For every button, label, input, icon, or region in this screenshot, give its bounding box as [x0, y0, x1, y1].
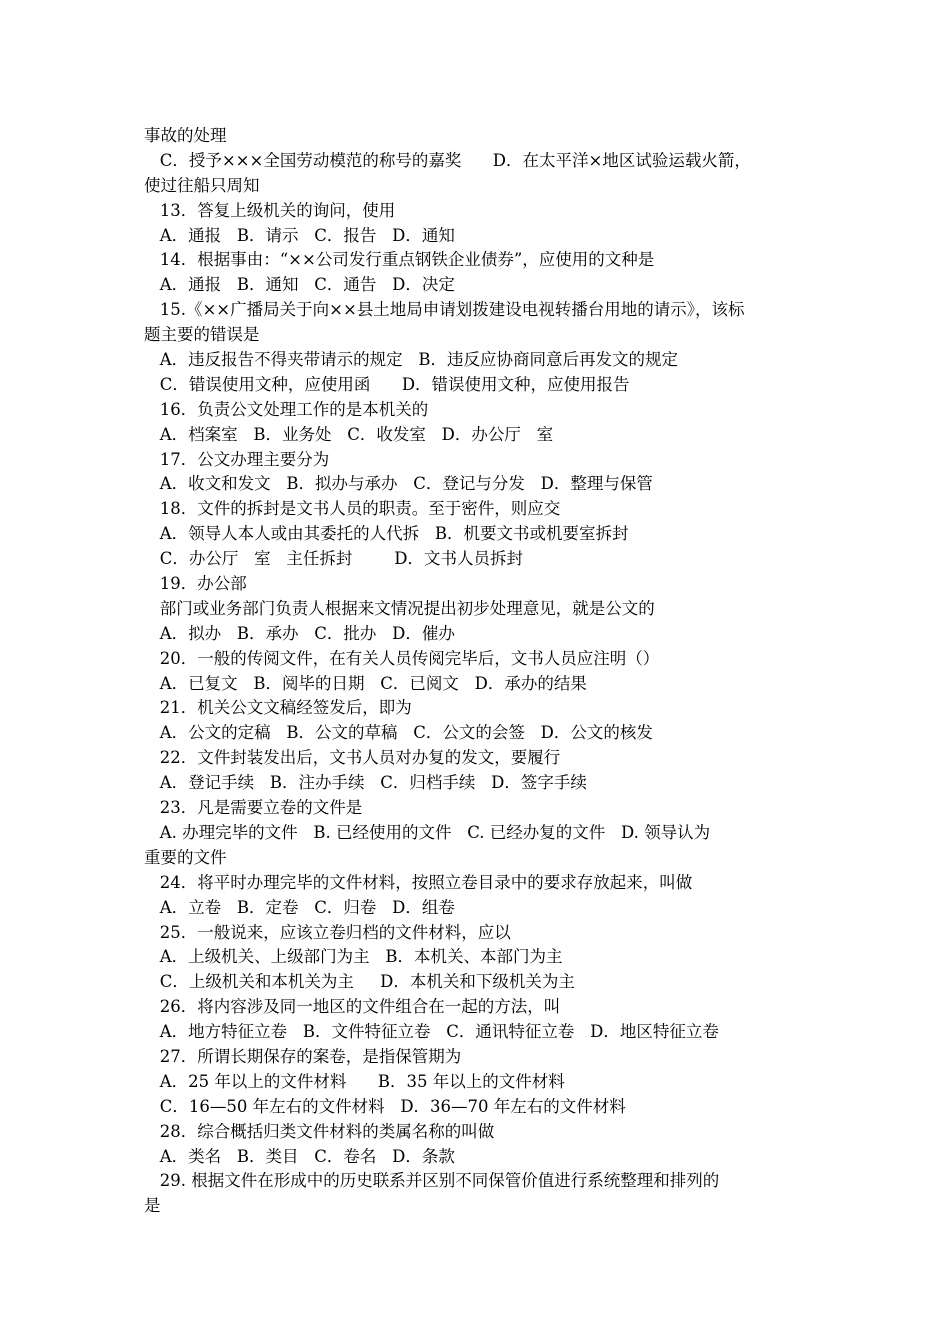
text-line: C．上级机关和本机关为主 D．本机关和下级机关为主: [144, 972, 575, 992]
text-line: A．档案室 B．业务处 C．收发室 D．办公厅 室: [144, 424, 554, 444]
text-line: A．公文的定稿 B．公文的草稿 C．公文的会签 D．公文的核发: [144, 723, 653, 743]
document-body: [144, 124, 824, 1219]
text-line: C．授予×××全国劳动模范的称号的嘉奖 D．在太平洋×地区试验运载火箭，: [144, 150, 751, 170]
text-line: A．已复文 B．阅毕的日期 C．已阅文 D．承办的结果: [144, 673, 587, 693]
text-line: 28．综合概括归类文件材料的类属名称的叫做: [144, 1121, 495, 1141]
text-line: C．错误使用文种，应使用函 D．错误使用文种，应使用报告: [144, 374, 630, 394]
text-line: A．收文和发文 B．拟办与承办 C．登记与分发 D．整理与保管: [144, 474, 653, 494]
text-line: 26．将内容涉及同一地区的文件组合在一起的方法，叫: [144, 997, 561, 1017]
text-line: C．办公厅 室 主任拆封 D．文书人员拆封: [144, 549, 524, 569]
text-line: 25．一般说来，应该立卷归档的文件材料，应以: [144, 922, 511, 942]
text-line: 18．文件的拆封是文书人员的职责。至于密件，则应交: [144, 499, 561, 519]
text-line: A．拟办 B．承办 C．批办 D．催办: [144, 623, 455, 643]
text-line: 24．将平时办理完毕的文件材料，按照立卷目录中的要求存放起来，叫做: [144, 872, 693, 892]
text-line: 21．机关公文文稿经签发后，即为: [144, 698, 412, 718]
text-line: A．上级机关、上级部门为主 B．本机关、本部门为主: [144, 947, 563, 967]
text-line: A．登记手续 B．注办手续 C．归档手续 D．签字手续: [144, 773, 587, 793]
text-line: A. 办理完毕的文件 B. 已经使用的文件 C. 已经办复的文件 D. 领导认为: [144, 822, 711, 842]
text-line: 16．负责公文处理工作的是本机关的: [144, 399, 429, 419]
text-line: A．立卷 B．定卷 C．归卷 D．组卷: [144, 897, 455, 917]
text-line: 23．凡是需要立卷的文件是: [144, 798, 363, 818]
text-line: 是: [144, 1196, 161, 1216]
text-line: C．16—50 年左右的文件材料 D．36—70 年左右的文件材料: [144, 1096, 626, 1116]
text-line: 使过往船只周知: [144, 175, 260, 195]
text-line: A．通报 B．通知 C．通告 D．决定: [144, 275, 455, 295]
text-line: 部门或业务部门负责人根据来文情况提出初步处理意见，就是公文的: [144, 598, 655, 618]
text-line: 14．根据事由：“××公司发行重点钢铁企业债券”，应使用的文种是: [144, 250, 655, 270]
text-line: A．类名 B．类目 C．卷名 D．条款: [144, 1146, 455, 1166]
text-line: 13．答复上级机关的询问，使用: [144, 200, 396, 220]
text-line: 22．文件封装发出后，文书人员对办复的发文，要履行: [144, 748, 561, 768]
text-line: A．25 年以上的文件材料 B．35 年以上的文件材料: [144, 1071, 565, 1091]
text-line: 20．一般的传阅文件，在有关人员传阅完毕后，文书人员应注明（）: [144, 648, 660, 668]
text-line: A．通报 B．请示 C．报告 D．通知: [144, 225, 455, 245]
text-line: A．地方特征立卷 B．文件特征立卷 C．通讯特征立卷 D．地区特征立卷: [144, 1022, 719, 1042]
text-line: 题主要的错误是: [144, 325, 260, 345]
text-line: 19．办公部: [144, 574, 247, 594]
text-line: 15.《××广播局关于向××县土地局申请划拨建设电视转播台用地的请示》，该标: [144, 300, 745, 320]
text-line: 29. 根据文件在形成中的历史联系并区别不同保管价值进行系统整理和排列的: [144, 1171, 720, 1191]
text-line: 重要的文件: [144, 847, 227, 867]
text-line: 事故的处理: [144, 126, 227, 145]
text-line: 27．所谓长期保存的案卷，是指保管期为: [144, 1046, 462, 1066]
text-line: A．领导人本人或由其委托的人代拆 B．机要文书或机要室拆封: [144, 524, 629, 544]
text-line: 17．公文办理主要分为: [144, 449, 330, 469]
text-line: A．违反报告不得夹带请示的规定 B．违反应协商同意后再发文的规定: [144, 350, 679, 370]
